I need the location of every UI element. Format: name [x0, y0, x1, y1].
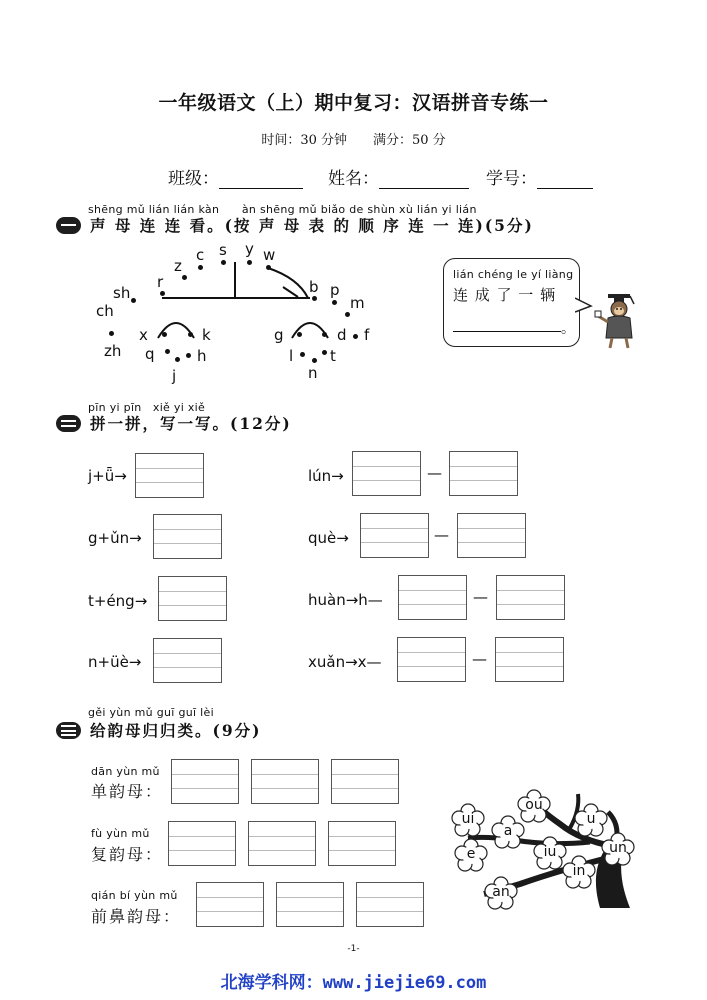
letter-b: b	[309, 278, 319, 296]
letter-g: g	[274, 326, 284, 344]
letter-q: q	[145, 345, 155, 363]
section1-question: 声 母 连 连 看。(按 声 母 表 的 顺 序 连 一 连)(5分)	[90, 216, 534, 235]
dash: —	[472, 650, 487, 668]
letter-y: y	[245, 240, 254, 258]
vowel-u: u	[586, 811, 596, 827]
letter-n: n	[308, 364, 318, 382]
item-t-eng: t+éng→	[88, 592, 148, 610]
letter-j: j	[172, 367, 177, 385]
dot-n[interactable]	[312, 358, 317, 363]
letter-l: l	[289, 347, 294, 365]
bubble-tail	[575, 296, 595, 316]
answer-box[interactable]	[495, 637, 564, 682]
answer-box[interactable]	[153, 514, 222, 559]
dot-c[interactable]	[198, 265, 203, 270]
class-label: 班级：	[168, 169, 219, 189]
exam-time-score: 时间：30 分钟 满分：50 分	[261, 133, 446, 148]
letter-sh: sh	[113, 284, 131, 302]
dot-l[interactable]	[300, 352, 305, 357]
answer-box[interactable]	[171, 759, 239, 804]
letter-x: x	[139, 326, 148, 344]
item-que: què→	[308, 529, 349, 547]
answer-box[interactable]	[457, 513, 526, 558]
vowel-iu: iu	[543, 844, 557, 860]
vowel-in: in	[572, 863, 586, 879]
letter-zh: zh	[104, 342, 122, 360]
answer-box[interactable]	[352, 451, 421, 496]
item-xuan: xuǎn→x—	[308, 653, 382, 671]
bus-wiper-line	[283, 287, 298, 297]
section1-pinyin: shēng mǔ lián lián kàn àn shēng mǔ biǎo de shùn xù lián yi lián	[88, 203, 477, 216]
row3-label: 前鼻韵母：	[91, 907, 182, 926]
letter-z: z	[174, 257, 182, 275]
item-g-un: g+ǔn→	[88, 529, 142, 547]
dot-z[interactable]	[182, 275, 187, 280]
dash: —	[434, 526, 449, 544]
answer-box[interactable]	[251, 759, 319, 804]
number-label: 学号：	[486, 169, 537, 189]
answer-box[interactable]	[276, 882, 344, 927]
dot-ch[interactable]	[109, 331, 114, 336]
dot-s[interactable]	[221, 260, 226, 265]
answer-box[interactable]	[168, 821, 236, 866]
monkey-graduate-icon	[594, 292, 640, 352]
dot-m[interactable]	[345, 312, 350, 317]
page-number: -1-	[347, 944, 360, 954]
vowel-an: an	[492, 884, 510, 900]
dot-d[interactable]	[322, 332, 327, 337]
answer-box[interactable]	[397, 637, 466, 682]
answer-box[interactable]	[356, 882, 424, 927]
vowel-e: e	[466, 846, 476, 862]
answer-box[interactable]	[328, 821, 396, 866]
bubble-period: 。	[561, 321, 575, 337]
vowel-ou: ou	[525, 797, 543, 813]
letter-ch: ch	[96, 302, 114, 320]
footer-url[interactable]: www.jiejie69.com	[322, 973, 487, 993]
answer-box[interactable]	[496, 575, 565, 620]
dot-w[interactable]	[266, 265, 271, 270]
letter-p: p	[330, 281, 340, 299]
vowel-ui: ui	[461, 811, 475, 827]
footer-watermark	[0, 968, 707, 993]
letter-d: d	[337, 326, 347, 344]
bubble-pinyin: lián chéng le yí liàng	[453, 268, 574, 281]
dot-j[interactable]	[175, 357, 180, 362]
answer-box[interactable]	[158, 576, 227, 621]
answer-box[interactable]	[449, 451, 518, 496]
section2-question: 拼一拼，写一写。(12分)	[90, 414, 292, 433]
item-j-yu: j+ǖ→	[88, 467, 127, 485]
item-huan: huàn→h—	[308, 591, 383, 609]
bubble-answer-line[interactable]	[453, 331, 561, 332]
bubble-text: 连 成 了 一 辆	[453, 286, 557, 304]
section-3-badge	[56, 722, 81, 739]
dot-t[interactable]	[322, 350, 327, 355]
letter-w: w	[263, 246, 276, 264]
bus-windshield-arc	[268, 268, 308, 298]
dot-r[interactable]	[160, 291, 165, 296]
row3-pinyin: qián bí yùn mǔ	[91, 889, 178, 902]
answer-box[interactable]	[196, 882, 264, 927]
item-n-ue: n+üè→	[88, 653, 142, 671]
dot-b[interactable]	[312, 296, 317, 301]
letter-h: h	[197, 347, 207, 365]
letter-t: t	[330, 347, 336, 365]
letter-f: f	[364, 326, 370, 344]
letter-s: s	[219, 241, 227, 259]
answer-box[interactable]	[360, 513, 429, 558]
dash: —	[473, 588, 488, 606]
letter-r: r	[157, 273, 164, 291]
dot-sh[interactable]	[131, 298, 136, 303]
section3-question: 给韵母归归类。(9分)	[90, 721, 262, 740]
letter-m: m	[350, 294, 365, 312]
dash: —	[427, 464, 442, 482]
dot-p[interactable]	[332, 300, 337, 305]
dot-x[interactable]	[162, 332, 167, 337]
item-lun: lún→	[308, 467, 344, 485]
letter-k: k	[202, 326, 211, 344]
dot-g[interactable]	[297, 332, 302, 337]
letter-c: c	[196, 246, 205, 264]
name-label: 姓名：	[328, 169, 379, 189]
section2-pinyin: pīn yi pīn xiě yi xiě	[88, 401, 206, 414]
answer-box[interactable]	[153, 638, 222, 683]
section-2-badge	[56, 415, 81, 432]
footer-site-name: 北海学科网：	[220, 973, 323, 993]
dot-q[interactable]	[165, 349, 170, 354]
row1-pinyin: dān yùn mǔ	[91, 765, 160, 778]
answer-box[interactable]	[398, 575, 467, 620]
section3-pinyin: gěi yùn mǔ guī guī lèi	[88, 706, 214, 719]
dot-f[interactable]	[353, 334, 358, 339]
vowel-un: un	[609, 840, 627, 856]
dot-k[interactable]	[188, 332, 193, 337]
row2-pinyin: fù yùn mǔ	[91, 827, 150, 840]
row1-label: 单韵母：	[91, 782, 164, 801]
row2-label: 复韵母：	[91, 845, 164, 864]
dot-h[interactable]	[186, 353, 191, 358]
page-title: 一年级语文（上）期中复习：汉语拼音专练一	[158, 92, 549, 114]
answer-box[interactable]	[135, 453, 204, 498]
answer-box[interactable]	[331, 759, 399, 804]
dot-y[interactable]	[247, 260, 252, 265]
answer-box[interactable]	[248, 821, 316, 866]
vowel-a: a	[503, 823, 513, 839]
